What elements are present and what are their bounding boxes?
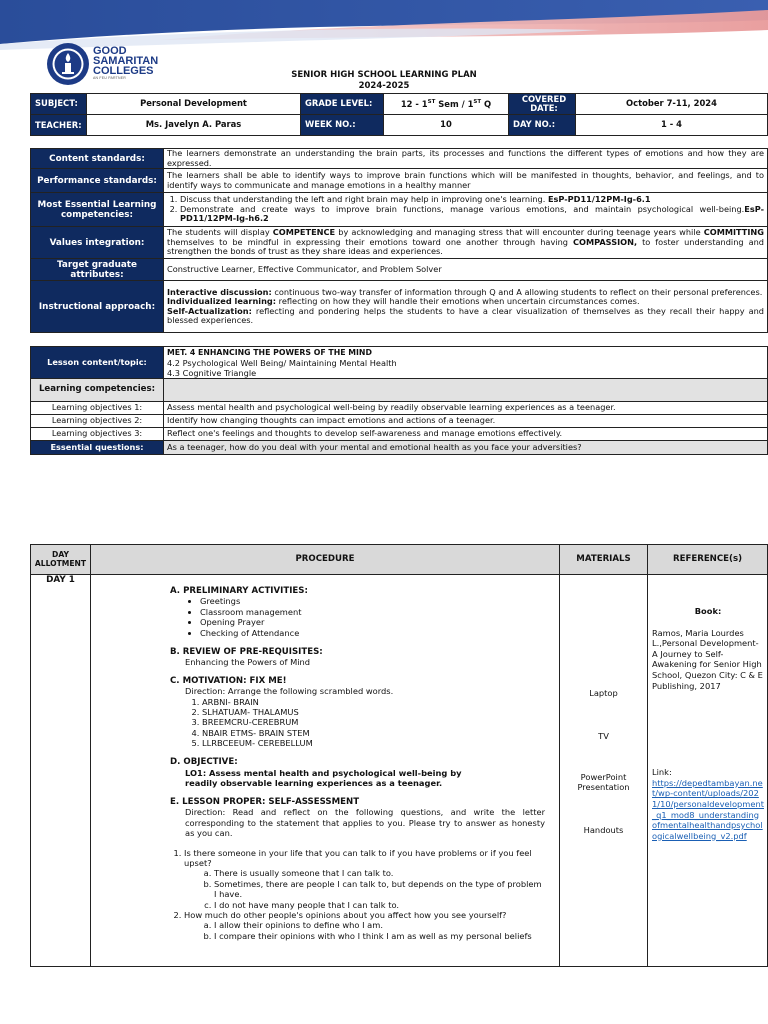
values-p2: by acknowledging and managing stress that will encounter during teenage years while [335, 227, 704, 238]
plan-title [0, 70, 768, 92]
lo2-label: Learning objectives 2: [31, 415, 164, 428]
scrambled-word: 4. NBAIR ETMS- BRAIN STEM [202, 728, 545, 738]
lo3-text: Reflect one's feelings and thoughts to develop self-awareness and manage emotions effectively. [164, 428, 768, 441]
values-text [164, 227, 768, 259]
approach-label: Instructional approach: [31, 281, 164, 333]
answer-option: a. There is usually someone that I can talk to. [214, 868, 545, 878]
competencies-row [31, 379, 768, 402]
materials-cell [560, 575, 648, 967]
question-2-text: How much do other people's opinions about you affect how you see yourself? [184, 909, 507, 920]
competencies-value [164, 379, 768, 402]
lo1-text: Assess mental health and psychological well-being by readily observable learning experiences as a teenager. [164, 402, 768, 415]
lesson-content-cell [164, 347, 768, 379]
grade-end: Q [481, 99, 492, 110]
answer-option: c. I do not have many people that I can talk to. [214, 900, 545, 910]
scrambled-word: 5. LLRBCEEUM- CEREBELLUM [202, 738, 545, 748]
values-b1: COMPETENCE [272, 227, 336, 238]
mel-item-2 [180, 205, 764, 224]
section-c [170, 676, 545, 749]
link-label: Link: [652, 767, 672, 778]
mel-1-code: EsP-PD11/12PM-Ig-6.1 [547, 194, 651, 205]
values-label: Values integration: [31, 227, 164, 259]
mel-content [164, 193, 768, 227]
eq-row [31, 441, 768, 455]
info-row-2 [31, 115, 768, 136]
mel-1-text: Discuss that understanding the left and right brain may help in improving one's learning. [180, 194, 548, 205]
eq-text: As a teenager, how do you deal with your mental and emotional health as you face your adversities? [164, 441, 768, 455]
target-label: Target graduate attributes: [31, 259, 164, 281]
lo3-row [31, 428, 768, 441]
lo1-row [31, 402, 768, 415]
section-e-title: E. LESSON PROPER: SELF-ASSESSMENT [170, 796, 360, 807]
grade-level-label: GRADE LEVEL: [301, 94, 384, 115]
day-value: 1 - 4 [576, 115, 768, 136]
question-2 [184, 910, 545, 941]
prelim-item: • Checking of Attendance [200, 628, 545, 638]
col-references: REFERENCE(s) [648, 545, 768, 575]
scrambled-word: 2. SLHATUAM- THALAMUS [202, 707, 545, 717]
document-title: SENIOR HIGH SCHOOL LEARNING PLAN [291, 70, 477, 80]
section-a [170, 586, 545, 638]
standards-table [30, 148, 768, 333]
info-table [30, 93, 768, 136]
procedure-header-row [31, 545, 768, 575]
school-year: 2024-2025 [358, 81, 410, 91]
values-p1: The students will display [167, 227, 273, 238]
approach-3 [167, 307, 764, 326]
performance-standards-label: Performance standards: [31, 169, 164, 193]
answer-option: b. Sometimes, there are people I can talk to, but depends on the type of problem I have. [214, 879, 545, 900]
grade-level-value [384, 94, 509, 115]
section-e-direction: Direction: Read and reflect on the following questions, and write the letter corresponding to the statement that applies to you. Please try to answer as honesty as you can. [185, 807, 545, 839]
section-b-text: Enhancing the Powers of Mind [185, 656, 311, 667]
section-c-title: C. MOTIVATION: FIX ME! [170, 675, 287, 686]
performance-standards-row [31, 169, 768, 193]
scrambled-words-list [170, 697, 545, 749]
section-d-text: LO1: Assess mental health and psychological well-being by readily observable learning experiences as a teenager. [185, 767, 462, 788]
mel-2-text: Demonstrate and create ways to improve brain functions, manage various emotions, and maintain psychological well-being. [180, 203, 745, 214]
col-day-allotment: DAY ALLOTMENT [31, 545, 91, 575]
lesson-content-row [31, 347, 768, 379]
approach-text [164, 281, 768, 333]
target-row [31, 259, 768, 281]
col-materials: MATERIALS [560, 545, 648, 575]
approach-row [31, 281, 768, 333]
approach-1-text: continuous two-way transfer of information through Q and A allowing students to reflect on their personal preferences. [271, 286, 763, 297]
section-a-list [170, 596, 545, 638]
approach-3-text: reflecting and pondering helps the students to have a clear visualization of themselves as they recall their happy and blessed experiences. [167, 305, 764, 325]
content-standards-row [31, 149, 768, 169]
lesson-topic-1: 4.2 Psychological Well Being/ Maintaining Mental Health [167, 357, 397, 368]
section-c-direction: Direction: Arrange the following scrambled words. [185, 686, 394, 697]
lo3-label: Learning objectives 3: [31, 428, 164, 441]
lo1-label: Learning objectives 1: [31, 402, 164, 415]
competencies-label: Learning competencies: [31, 379, 164, 402]
prelim-item: • Greetings [200, 596, 545, 606]
book-reference: Ramos, Maria Lourdes L.,Personal Development-A Journey to Self-Awakening for Senior High School, Quezon City: C & E Publishing, 2017 [652, 627, 763, 691]
week-value: 10 [384, 115, 509, 136]
grade-sup-2: ST [473, 99, 482, 106]
material-laptop: Laptop [589, 688, 618, 698]
lo2-text: Identify how changing thoughts can impact emotions and actions of a teenager. [164, 415, 768, 428]
section-d-title: D. OBJECTIVE: [170, 757, 238, 768]
section-b-title: B. REVIEW OF PRE-REQUISITES: [170, 646, 323, 657]
content-standards-text: The learners demonstrate an understanding the brain parts, its processes and functions the different types of emotions and how they are expressed. [164, 149, 768, 169]
values-b3: COMPASSION, [572, 236, 638, 247]
approach-3-title: Self-Actualization: [167, 305, 252, 316]
book-label: Book: [694, 606, 722, 616]
school-line-3: COLLEGES [93, 65, 154, 77]
grade-main: 12 - 1 [400, 99, 428, 110]
question-1-text: Is there someone in your life that you can talk to if you have problems or if you feel upset? [184, 847, 532, 868]
approach-2-title: Individualized learning: [167, 296, 277, 306]
grade-sup-1: ST [427, 99, 436, 106]
material-handouts: Handouts [583, 825, 624, 835]
day-1-cell: DAY 1 [31, 575, 91, 967]
mel-label: Most Essential Learning competencies: [31, 193, 164, 227]
section-a-title: A. PRELIMINARY ACTIVITIES: [170, 586, 308, 596]
procedure-table [30, 544, 768, 967]
approach-2-text: reflecting on how they will handle their emotions when uncertain circumstances comes. [276, 296, 640, 306]
teacher-label: TEACHER: [31, 115, 87, 136]
teacher-value: Ms. Javelyn A. Paras [87, 115, 301, 136]
eq-label: Essential questions: [31, 441, 164, 455]
info-row-1 [31, 94, 768, 115]
material-powerpoint: PowerPoint Presentation [577, 772, 630, 792]
content-standards-label: Content standards: [31, 149, 164, 169]
subject-label: SUBJECT: [31, 94, 87, 115]
section-e [170, 797, 545, 941]
assessment-questions [170, 848, 545, 942]
mel-list [167, 195, 764, 224]
grade-mid: Sem / 1 [435, 99, 474, 110]
approach-1-title: Interactive discussion: [167, 286, 272, 297]
subject-value: Personal Development [87, 94, 301, 115]
target-text: Constructive Learner, Effective Communicator, and Problem Solver [164, 259, 768, 281]
covered-date-value: October 7-11, 2024 [576, 94, 768, 115]
reference-link[interactable]: https://depedtambayan.net/wp-content/uploads/2021/10/personaldevelopment_q1_mod8_understandingofmentalhealthandpsychologicalwellbeing_v2.pdf [652, 777, 764, 841]
scrambled-word: 1. ARBNI- BRAIN [202, 697, 545, 707]
values-p4: to foster understanding and strengthen the bonds of trust as they share ideas and experiences. [167, 236, 765, 257]
week-label: WEEK NO.: [301, 115, 384, 136]
lesson-table [30, 346, 768, 455]
col-procedure: PROCEDURE [91, 545, 560, 575]
section-b [170, 647, 545, 668]
prelim-item: • Opening Prayer [200, 617, 545, 627]
values-row [31, 227, 768, 259]
answer-option: a. I allow their opinions to define who I am. [214, 920, 545, 930]
partner-text: AN FEU PARTNER [93, 76, 127, 80]
school-line-1: GOOD [93, 45, 127, 57]
answer-option: b. I compare their opinions with who I think I am as well as my personal beliefs [214, 931, 545, 941]
procedure-day1-row [31, 575, 768, 967]
question-2-options [184, 920, 545, 941]
lesson-topic-2: 4.3 Cognitive Triangle [167, 367, 257, 378]
question-1 [184, 848, 545, 910]
mel-row [31, 193, 768, 227]
values-b2: COMMITTING [703, 227, 765, 238]
performance-standards-text: The learners shall be able to identify ways to improve brain functions which will be manifested in thoughts, behavior, and feelings, and to identify ways to communicate and manage emotions in a healthy manner [164, 169, 768, 193]
mel-2-code: EsP-PD11/12PM-Ig-h6.2 [180, 203, 764, 224]
covered-date-label: COVERED DATE: [509, 94, 576, 115]
procedure-cell [91, 575, 560, 967]
values-p3: themselves to be mindful in expressing their emotions toward one another through having [167, 236, 573, 247]
lesson-content-label: Lesson content/topic: [31, 347, 164, 379]
question-1-options [184, 868, 545, 910]
scrambled-word: 3. BREEMCRU-CEREBRUM [202, 717, 545, 727]
day-label: DAY NO.: [509, 115, 576, 136]
school-line-2: SAMARITAN [93, 55, 159, 67]
prelim-item: • Classroom management [200, 607, 545, 617]
lo2-row [31, 415, 768, 428]
lesson-content-title: MET. 4 ENHANCING THE POWERS OF THE MIND [167, 347, 372, 357]
material-tv: TV [598, 731, 609, 741]
section-d [170, 757, 545, 788]
references-cell [648, 575, 768, 967]
